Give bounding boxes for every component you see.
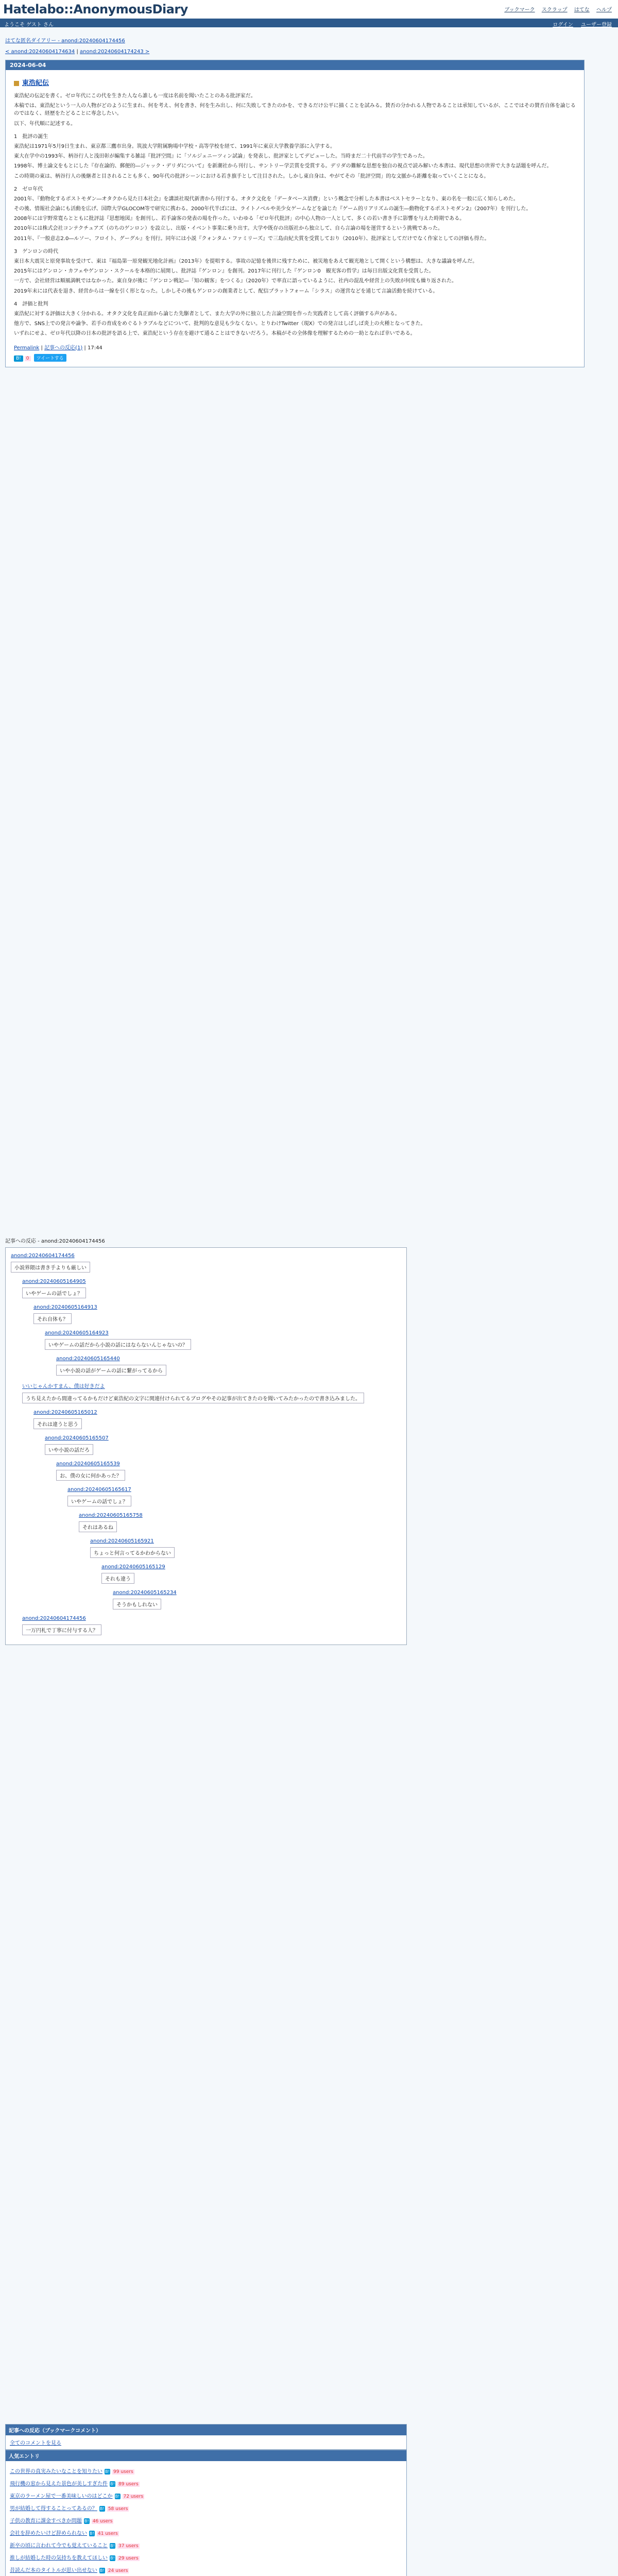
entry-row: [10, 2566, 402, 2573]
reply-tree-title: 記事への反応 - anond:20240604174456: [5, 1239, 105, 1244]
entry-title-link[interactable]: この世界の真実みたいなことを知りたい: [10, 2469, 102, 2475]
entry-row: [10, 2553, 402, 2561]
reply-text: うち見えたから間違ってるかもだけど東浩紀の文字に関連付けられてるブログやその記事が出てきたのを聞いてみたかったので書き込みました。: [22, 1393, 364, 1403]
reply-node: [79, 1513, 401, 1537]
reply-link[interactable]: anond:20240605165617: [67, 1487, 131, 1493]
reply-node: [33, 1410, 401, 1434]
reply-text: そうかもしれない: [113, 1599, 161, 1609]
bookmark-count[interactable]: 0: [25, 356, 31, 361]
article-paragraph: 東日本大震災と原発事故を受けて、東は『福島第一原発観光地化計画』（2013年）を提唱する。事故の記憶を後世に残すために、被災地をあえて観光地として開くという構想は、大きな議論を呼んだ。: [14, 259, 478, 264]
bookmark-icon[interactable]: B!: [115, 2494, 120, 2499]
reply-node-link-row: [56, 1461, 401, 1467]
prev-entry-link[interactable]: < anond:20240604174634: [5, 49, 75, 55]
login-link[interactable]: ログイン: [553, 22, 573, 28]
article-paragraph: 東大在学中の1993年、柄谷行人と浅田彰が編集する雑誌『批評空間』に「ソルジェニーツィン試論」を発表し、批評家としてデビューした。当時まだ二十代前半の学生であった。: [14, 154, 428, 160]
breadcrumb: [5, 36, 585, 44]
entry-title-link[interactable]: 男が結婚して得することってあるの？: [10, 2506, 97, 2512]
reply-link[interactable]: anond:20240604174456: [11, 1253, 75, 1259]
article-paragraph: いずれにせよ、ゼロ年代以降の日本の批評を語る上で、東浩紀という存在を避けて通ることはできないだろう。本稿がその全体像を理解するための一助となれば幸いである。: [14, 331, 416, 337]
bookmark-icon[interactable]: B!: [84, 2518, 89, 2523]
article-paragraph: 2011年、『一般意志2.0―ルソー、フロイト、グーグル』を刊行。同年には小説『クォンタム・ファミリーズ』で三島由紀夫賞を受賞しており（2010年）、批評家としてだけでなく作家としての評価も得た。: [14, 235, 490, 242]
welcome-text: ようこそ ゲスト さん: [4, 22, 54, 28]
entry-title-link[interactable]: 会社を辞めたいけど辞められない: [10, 2531, 87, 2536]
reply-node-link-row: [45, 1330, 401, 1336]
reply-text: いや小説の話だろ: [45, 1444, 93, 1455]
entry-row: [10, 2467, 402, 2475]
bookmark-icon[interactable]: B!: [110, 2555, 115, 2561]
article-paragraph: その後、情報社会論にも活動を広げ、国際大学GLOCOM等で研究に携わる。2000年代半ばには、ライトノベルや美少女ゲームなどを論じた『ゲーム的リアリズムの誕生―動物化するポストモダン2』（2007年）を刊行した。: [14, 206, 531, 212]
all-comments-link[interactable]: 全てのコメントを見る: [10, 2441, 61, 2446]
reply-text: それはあるね: [79, 1521, 117, 1532]
bookmark-users-count[interactable]: 58 users: [108, 2506, 128, 2512]
article-date: 2024-06-04: [6, 60, 584, 70]
reply-node: [101, 1564, 401, 1589]
reply-link[interactable]: anond:20240605164923: [45, 1330, 109, 1336]
reply-node: [33, 1304, 401, 1329]
article-paragraph: 2010年には株式会社コンテクチュアズ（のちのゲンロン）を設立し、出版・イベント事業に乗り出す。大学や既存の出版社から独立して、自ら言論の場を運営するという挑戦であった。: [14, 226, 443, 232]
site-title[interactable]: Hatelabo::AnonymousDiary: [3, 2, 188, 16]
article-paragraph: 東浩紀に対する評価は大きく分かれる。オタク文化を真正面から論じた先駆者として、また大学の外に独立した言論空間を作った実践者として高く評価する声がある。: [14, 311, 400, 317]
reply-link[interactable]: anond:20240605165012: [33, 1410, 97, 1415]
article-paragraph: 2001年、『動物化するポストモダン―オタクから見た日本社会』を講談社現代新書から刊行する。オタク文化を「データベース消費」という概念で分析した本書はベストセラーとなり、東の名を一般に広く知らしめた。: [14, 196, 519, 202]
article-paragraph: 一方で、会社経営は順風満帆ではなかった。東自身が後に『ゲンロン戦記―「知の観客」をつくる』（2020年）で率直に語っているように、社内の混乱や経営上の失敗が何度も繰り返された。: [14, 278, 457, 284]
entry-title-link[interactable]: 推しが結婚した時の気持ちを教えてほしい: [10, 2555, 108, 2561]
section-heading: 2 ゼロ年代: [14, 186, 43, 192]
reply-node-link-row: [67, 1487, 401, 1493]
reply-text: 一万円札で丁寧に付与する人？: [22, 1624, 101, 1635]
reply-node-link-row: [22, 1616, 401, 1621]
reply-node: [22, 1616, 401, 1640]
entry-title-link[interactable]: 子供の教育に課金すべきか問題: [10, 2518, 82, 2524]
reply-text: いやゲームの話でしょ？: [67, 1496, 131, 1506]
reply-node-link-row: [113, 1590, 401, 1596]
entry-row: [10, 2492, 402, 2499]
reply-link[interactable]: anond:20240605165129: [101, 1564, 165, 1570]
article-paragraph: 2008年には宇野常寛らとともに批評誌『思想地図』を創刊し、若手論客の発表の場を作った。いわゆる「ゼロ年代批評」の中心人物の一人として、多くの若い書き手に影響を与えた時期である。: [14, 216, 465, 222]
bookmark-icon[interactable]: B!: [110, 2481, 115, 2486]
bookmark-users-count[interactable]: 89 users: [118, 2482, 139, 2487]
bookmark-users-count[interactable]: 99 users: [113, 2469, 133, 2475]
prev-next-separator: |: [75, 49, 80, 55]
reply-node-link-row: [22, 1382, 401, 1389]
entry-row: [10, 2516, 402, 2524]
post-time: 17:44: [87, 345, 102, 351]
article-paragraph: この時期の東は、柄谷行人の後継者と目されることも多く、90年代の批評シーンにおける若き旗手として注目された。しかし東自身は、やがてその「批評空間」的な文脈から距離を取っていくことになる。: [14, 173, 489, 179]
article-footer: Permalink | 記事への反応(1) | 17:44: [14, 345, 102, 351]
permalink[interactable]: Permalink: [14, 345, 40, 351]
bookmark-users-count[interactable]: 72 users: [123, 2494, 144, 2499]
bookmark-users-count[interactable]: 46 users: [92, 2519, 113, 2524]
reply-link[interactable]: anond:20240605165234: [113, 1590, 177, 1596]
reply-node: [56, 1356, 401, 1381]
entry-title-link[interactable]: 新卒の頃に言われて今でも覚えていること: [10, 2543, 108, 2549]
reply-text: お、僕の女に何かあった？: [56, 1470, 125, 1481]
top-link-help[interactable]: ヘルプ: [596, 7, 612, 13]
reply-node: [67, 1487, 401, 1512]
site-header: [0, 0, 618, 19]
entry-title-link[interactable]: 昔読んだ本のタイトルが思い出せない: [10, 2568, 97, 2573]
register-link[interactable]: ユーザー登録: [581, 22, 612, 28]
reply-link[interactable]: anond:20240605164905: [22, 1279, 86, 1284]
article-day: [5, 60, 585, 367]
reply-tree: [5, 1236, 407, 1645]
top-links: [499, 5, 612, 13]
article-title-row: [14, 77, 576, 87]
top-link-hatena[interactable]: はてな: [574, 7, 590, 13]
entry-row: [10, 2479, 402, 2487]
reply-link[interactable]: いいじゃんかすまん、僕は好きだよ: [22, 1384, 105, 1389]
article-paragraph: 以下、年代順に記述する。: [14, 121, 76, 127]
bookmark-users-count[interactable]: 29 users: [118, 2556, 139, 2561]
section-heading: 3 ゲンロンの時代: [14, 248, 59, 255]
reply-text: それも違う: [101, 1573, 134, 1584]
bookmark-icon[interactable]: B!: [99, 2568, 105, 2573]
bookmark-icon[interactable]: B!: [14, 355, 23, 362]
section-heading: 1 批評の誕生: [14, 133, 48, 140]
reply-node-link-row: [45, 1435, 401, 1441]
article-paragraph: 2019年末には代表を退き、経営からは一線を引く形となった。しかしその後もゲンロンの創業者として、配信プラットフォーム「シラス」の運営などを通じて言論活動を続けている。: [14, 288, 438, 294]
reply-node-link-row: [33, 1304, 401, 1310]
top-link-bookmark[interactable]: ブックマーク: [504, 7, 535, 13]
tweet-button[interactable]: ツイートする: [34, 354, 66, 362]
nav-bar: [0, 19, 618, 27]
reply-text: いやゲームの話でしょ？: [22, 1287, 86, 1298]
reply-link[interactable]: anond:20240605164913: [33, 1304, 97, 1310]
reply-node: [56, 1461, 401, 1486]
reply-link[interactable]: anond:20240604174456: [22, 1616, 86, 1621]
next-entry-link[interactable]: anond:20240604174243 >: [80, 49, 150, 55]
article-paragraph: 東浩紀は1971年5月9日生まれ、東京都三鷹市出身。筑波大学附属駒場中学校・高等学校を経て、1991年に東京大学教養学部に入学する。: [14, 143, 336, 149]
reply-link[interactable]: anond:20240605165921: [90, 1538, 154, 1544]
entry-row: [10, 2504, 402, 2512]
reply-text: 小説界隈は書き手よりも厳しい: [11, 1262, 90, 1273]
trackback-header: 記事への反応（ブックマークコメント）: [6, 2425, 406, 2435]
reply-text: それ自体も？: [33, 1313, 72, 1324]
reply-link[interactable]: anond:20240605165507: [45, 1435, 109, 1441]
main-content: [5, 36, 585, 367]
article-paragraph: 1998年、博士論文をもとにした『存在論的、郵便的―ジャック・デリダについて』を新潮社から刊行し、サントリー学芸賞を受賞する。デリダの難解な思想を独自の視点で読み解いた本書は、現代思想の世界で大きな話題を呼んだ。: [14, 163, 552, 170]
prev-next-nav: [5, 49, 585, 55]
reply-link[interactable]: anond:20240605165758: [79, 1513, 143, 1518]
entry-row: [10, 2529, 402, 2536]
reply-text: それは違うと思う: [33, 1418, 82, 1429]
bookmark-users-count[interactable]: 37 users: [118, 2544, 139, 2549]
section-heading: 4 評価と批判: [14, 301, 48, 307]
reply-node: [11, 1253, 401, 1278]
article-paragraph: 本稿では、東浩紀という一人の人物がどのように生まれ、何を考え、何を書き、何を生み出し、何に失敗してきたのかを、できるだけ公平に描くことを試みる。賛否の分かれる人物であることは承知しているが、ここではその賛否自体を論じるのではなく、経歴をたどることに専念したい。: [14, 103, 576, 117]
entry-title-link[interactable]: 飛行機の窓から見えた景色が美しすぎた件: [10, 2481, 108, 2487]
bookmark-users-count[interactable]: 41 users: [98, 2531, 118, 2536]
bookmark-icon[interactable]: B!: [99, 2506, 105, 2511]
section-marker-icon: [14, 81, 19, 86]
reply-text: いや小説の話がゲームの話に繋がってるから: [56, 1365, 166, 1376]
article-title[interactable]: 東浩紀伝: [22, 79, 49, 87]
entry-title-link[interactable]: 東京のラーメン屋で一番美味しいのはどこか: [10, 2494, 113, 2499]
entry-row: [10, 2541, 402, 2549]
reply-node: [45, 1435, 401, 1460]
top-link-scrap[interactable]: スクラップ: [541, 7, 568, 13]
reply-node: [45, 1330, 401, 1355]
reply-node-link-row: [79, 1513, 401, 1518]
bookmark-users-count[interactable]: 24 users: [108, 2568, 128, 2573]
reply-node-link-row: [33, 1410, 401, 1415]
article-paragraph: 2015年にはゲンロン・カフェやゲンロン・スクールを本格的に展開し、批評誌『ゲンロン』を創刊。2017年に刊行した『ゲンロン0 観光客の哲学』は毎日出版文化賞を受賞した。: [14, 268, 434, 275]
article-paragraph: 他方で、SNS上での発言や論争、若手の育成をめぐるトラブルなどについて、批判的な意見も少なくない。とりわけTwitter（現X）での発言はしばしば炎上の火種となってきた。: [14, 321, 426, 327]
breadcrumb-link[interactable]: はてな匿名ダイアリー - anond:20240604174456: [5, 38, 125, 44]
reply-link[interactable]: anond:20240605165440: [56, 1356, 120, 1362]
reply-node: [22, 1382, 401, 1409]
article-section: [6, 70, 584, 367]
reply-text: ちょっと何言ってるかわからない: [90, 1547, 175, 1558]
reply-node: [90, 1538, 401, 1563]
bookmark-icon[interactable]: B!: [90, 2531, 94, 2536]
reply-node-link-row: [11, 1253, 401, 1259]
reply-node: [113, 1590, 401, 1615]
reply-node-link-row: [101, 1564, 401, 1570]
popular-box: [5, 2450, 407, 2576]
share-row: [14, 354, 576, 362]
trackback-box: [5, 2424, 407, 2450]
reply-node: [22, 1279, 401, 1303]
reply-link[interactable]: anond:20240605165539: [56, 1461, 120, 1467]
reply-node-link-row: [22, 1279, 401, 1284]
reply-text: いやゲームの話だから小説の話にはならないんじゃないの？: [45, 1339, 191, 1350]
comments-link[interactable]: 記事への反応(1): [44, 345, 83, 351]
reply-tree-box: [5, 1247, 407, 1645]
bookmark-icon[interactable]: B!: [105, 2469, 110, 2474]
trackback-body: [6, 2435, 406, 2449]
popular-header: 人気エントリ: [6, 2450, 406, 2461]
reply-node-link-row: [56, 1356, 401, 1362]
sidebar-bottom: [5, 2424, 407, 2576]
bookmark-icon[interactable]: B!: [110, 2543, 115, 2548]
article-paragraph: 東浩紀の伝記を書く。ゼロ年代にこの代を生きた人なら誰しも一度は名前を聞いたことのある批評家だ。: [14, 93, 256, 99]
reply-node-link-row: [90, 1538, 401, 1544]
popular-list: [6, 2461, 406, 2576]
